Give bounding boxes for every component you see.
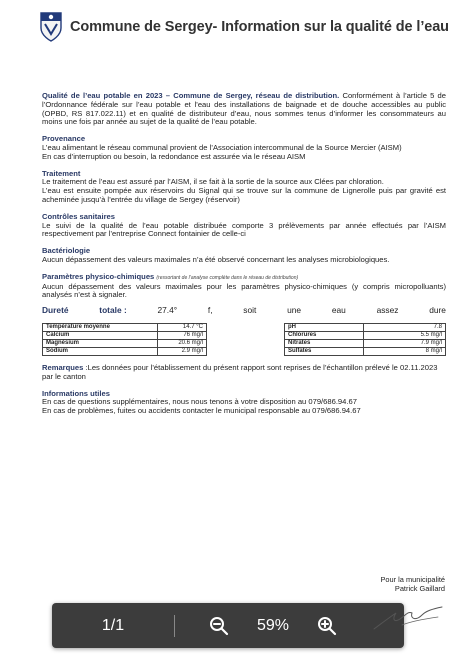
analysis-table-right — [284, 323, 446, 356]
table-cell: Température moyenne — [43, 323, 158, 331]
remarques-heading: Remarques — [42, 362, 84, 372]
table-cell: 14.7 °C — [158, 323, 207, 331]
durete-word: assez — [376, 305, 399, 316]
zoom-out-icon — [209, 616, 229, 636]
infos-heading: Informations utiles — [42, 388, 110, 398]
provenance-text-2: En cas d’interruption ou besoin, la redondance est assurée via le réseau AISM — [42, 151, 306, 161]
durete-word: une — [287, 305, 302, 316]
physico-section — [42, 273, 446, 300]
bacteriologie-heading: Bactériologie — [42, 246, 91, 256]
zoom-in-icon — [317, 616, 337, 636]
table-row — [43, 339, 207, 347]
table-cell: 7.8 — [364, 323, 446, 331]
table-cell: 7.9 mg/l — [364, 339, 446, 347]
signature-line-1: Pour la municipalité — [380, 575, 445, 584]
durete-label: Dureté — [42, 305, 69, 316]
infos-text-2: En cas de problèmes, fuites ou accidents contacter le municipal responsable au 079/686.94.67 — [42, 406, 361, 416]
page-indicator[interactable]: 1/1 — [101, 616, 125, 634]
municipal-crest-icon — [40, 12, 62, 42]
toolbar-divider — [174, 615, 175, 637]
table-cell: Nitrates — [285, 339, 364, 347]
zoom-out-button[interactable] — [199, 603, 239, 648]
physico-note: (ressortant de l’analyse complète dans le réseau de distribution) — [156, 274, 299, 281]
document-header — [40, 12, 449, 42]
intro-section — [42, 92, 446, 127]
durete-word: eau — [331, 305, 346, 316]
document-title: Commune de Sergey- Information sur la qualité de l’eau — [70, 19, 449, 35]
bacteriologie-text: Aucun dépassement des valeurs maximales n’a été observé concernant les analyses microbiologiques. — [42, 254, 390, 264]
table-cell: Sulfates — [285, 347, 364, 355]
remarques-section — [42, 364, 446, 382]
controles-text: Le suivi de la qualité de l’eau potable distribuée comporte 3 prélèvements par année effectués par l’AISM respectivement par l’entreprise Connect fontainier de celle-ci — [42, 220, 446, 239]
provenance-section — [42, 135, 446, 161]
table-cell: Magnésium — [43, 339, 158, 347]
physico-heading: Paramètres physico-chimiques — [42, 271, 155, 281]
table-row — [43, 331, 207, 339]
provenance-text-1: L’eau alimentant le réseau communal provient de l’Association intercommunal de la Source Mercier (AISM) — [42, 142, 402, 152]
infos-text-1: En cas de questions supplémentaires, nous nous tenons à votre disposition au 079/686.94.67 — [42, 397, 357, 407]
table-row — [285, 347, 446, 355]
traitement-text-2: L’eau est ensuite pompée aux réservoirs du Signal qui se trouve sur la commune de Lignerolle puis par gravité est acheminée jusqu’à l’entrée du village de Sergey (réservoir) — [42, 186, 446, 204]
physico-text: Aucun dépassement des valeurs maximales pour les paramètres physico-chimiques (y compris micropolluants) analysés n’est à signaler. — [42, 281, 446, 300]
provenance-heading: Provenance — [42, 134, 86, 144]
traitement-heading: Traitement — [42, 168, 81, 178]
traitement-text-1: Le traitement de l’eau est assuré par l’AISM, il se fait à la sortie de la source aux Clées par chloration. — [42, 177, 384, 187]
table-row — [285, 323, 446, 331]
table-row — [285, 339, 446, 347]
table-row — [43, 347, 207, 355]
document-body — [42, 92, 446, 416]
remarques-text: :Les données pour l’établissement du présent rapport sont reprises de l’échantillon prélevé le 02.11.2023 par le canton — [42, 362, 438, 381]
controles-heading: Contrôles sanitaires — [42, 211, 116, 221]
zoom-level: 59% — [256, 616, 290, 634]
durete-word: 27.4° — [157, 305, 178, 316]
table-cell: 2.9 mg/l — [158, 347, 207, 355]
pdf-viewer-toolbar — [52, 603, 404, 648]
durete-word: totale : — [99, 305, 127, 316]
table-cell: Chlorures — [285, 331, 364, 339]
signature-block — [381, 575, 446, 593]
table-cell: Calcium — [43, 331, 158, 339]
table-cell: 5.5 mg/l — [364, 331, 446, 339]
table-cell: pH — [285, 323, 364, 331]
signature-line-2: Patrick Gaillard — [394, 584, 445, 593]
table-row — [285, 331, 446, 339]
table-cell: 8 mg/l — [364, 347, 446, 355]
zoom-in-button[interactable] — [307, 603, 347, 648]
intro-heading: Qualité de l’eau potable en 2023 – Commune de Sergey, réseau de distribution. — [42, 91, 340, 100]
durete-word: f, — [207, 305, 213, 316]
analysis-tables — [42, 323, 446, 356]
controles-section — [42, 213, 446, 239]
table-cell: 20.6 mg/l — [158, 339, 207, 347]
traitement-section — [42, 170, 446, 205]
bacteriologie-section — [42, 247, 446, 265]
intro-text: Conformément à l’article 5 de l’Ordonnance fédérale sur l’eau potable et l’eau des installations de baignade et de douche accessibles au public (OPBD, RS 817.022.11) et en qualité de distributeur d’eau, nous sommes tenus d’informer les consommateurs au moins une fois par année au sujet de la qualité de l’eau potable. — [42, 91, 446, 127]
handwritten-signature — [372, 605, 444, 633]
durete-line — [42, 306, 446, 315]
analysis-table-left — [42, 323, 207, 356]
table-cell: Sodium — [43, 347, 158, 355]
durete-word: dure — [429, 305, 446, 316]
infos-section — [42, 390, 446, 416]
durete-word: soit — [243, 305, 257, 316]
table-cell: 76 mg/l — [158, 331, 207, 339]
table-row — [43, 323, 207, 331]
